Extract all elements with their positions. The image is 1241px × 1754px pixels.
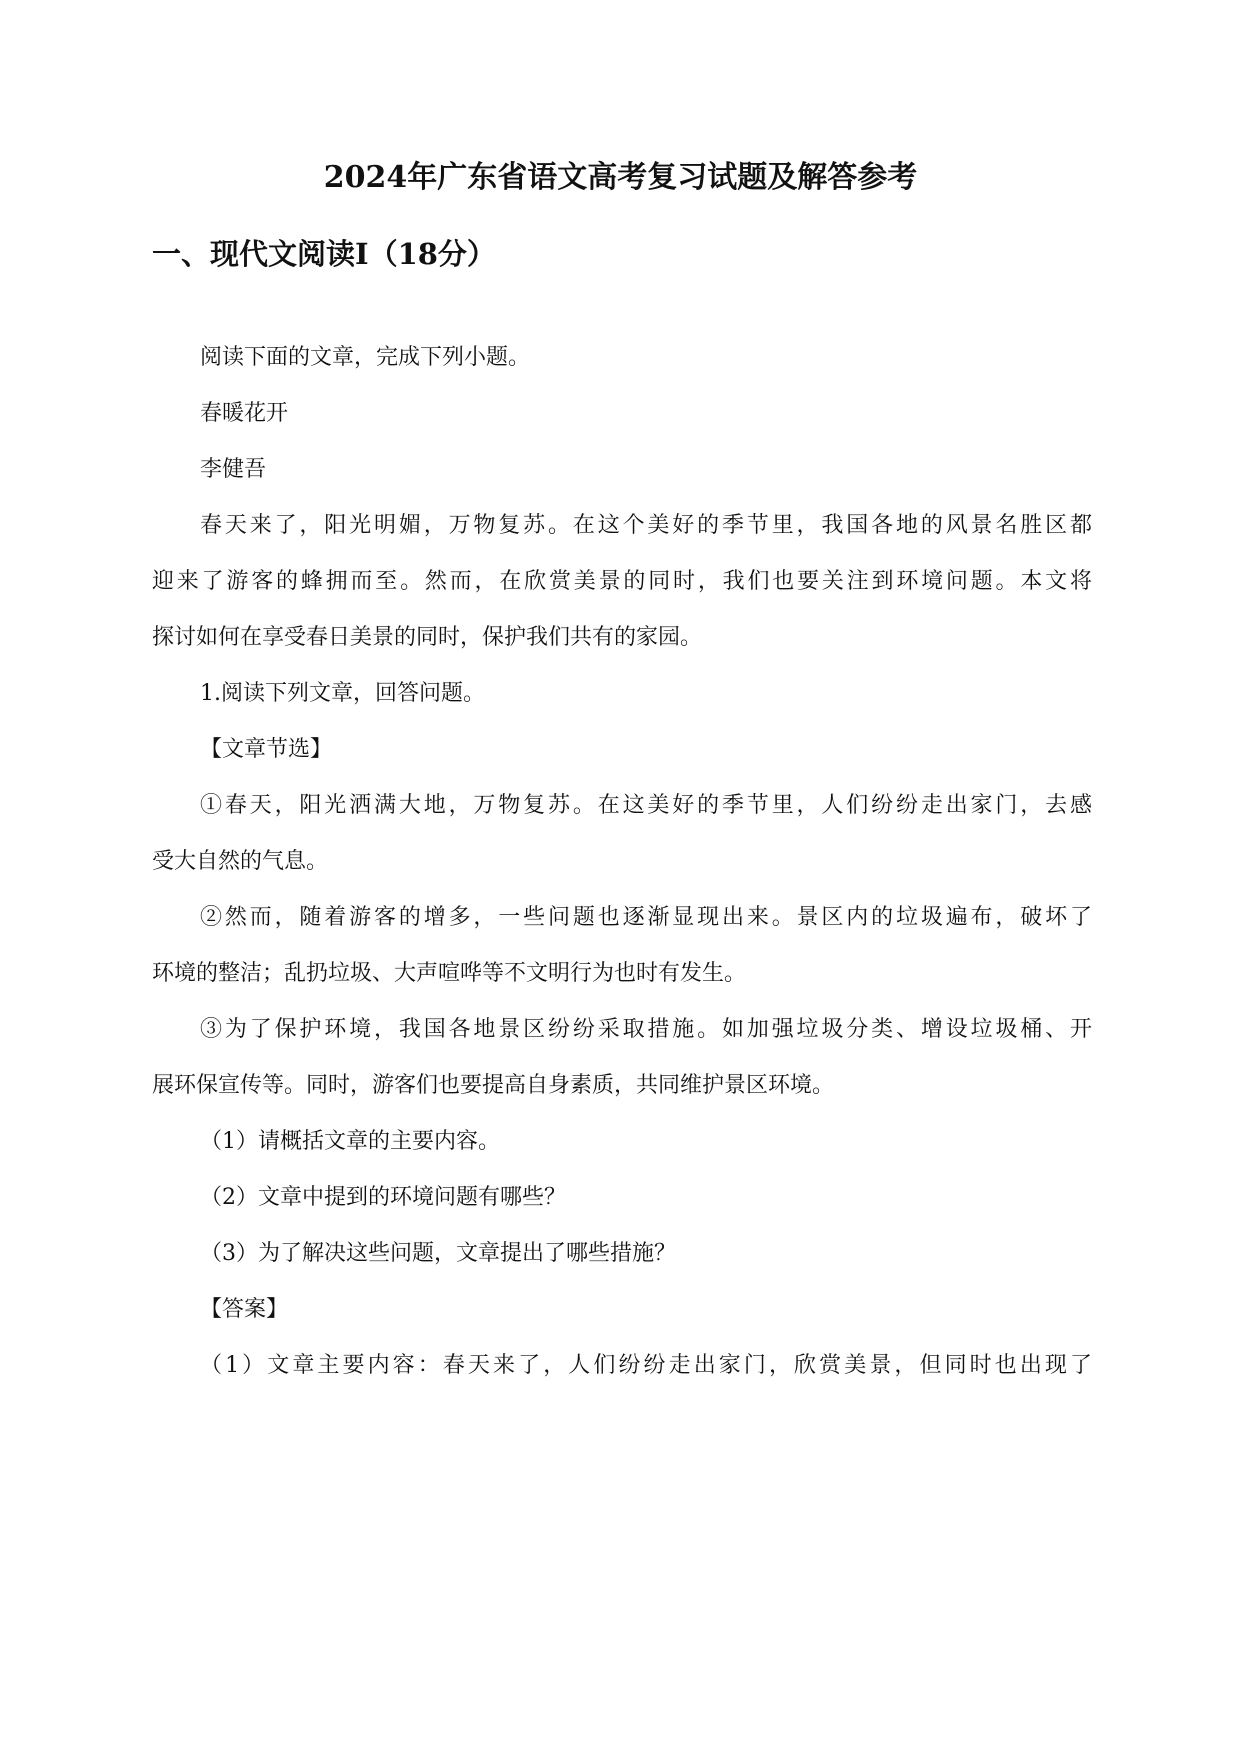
sub-question: （3）为了解决这些问题，文章提出了哪些措施？ bbox=[200, 1241, 676, 1266]
section-heading: 一、现代文阅读Ⅰ（18分） bbox=[152, 237, 496, 271]
sub-question: （1）请概括文章的主要内容。 bbox=[200, 1129, 500, 1154]
paragraph-line: ②然而，随着游客的增多，一些问题也逐渐显现出来。景区内的垃圾遍布，破坏了 bbox=[200, 905, 1092, 930]
answer-line: （1）文章主要内容：春天来了，人们纷纷走出家门，欣赏美景，但同时也出现了 bbox=[200, 1353, 1092, 1378]
paragraph-line: ③为了保护环境，我国各地景区纷纷采取措施。如加强垃圾分类、增设垃圾桶、开 bbox=[200, 1017, 1092, 1042]
question-prompt: 1.阅读下列文章，回答问题。 bbox=[200, 681, 485, 706]
instruction-text: 阅读下面的文章，完成下列小题。 bbox=[200, 345, 531, 370]
excerpt-label: 【文章节选】 bbox=[200, 737, 333, 762]
answer-label: 【答案】 bbox=[200, 1297, 289, 1322]
paragraph-line: 展环保宣传等。同时，游客们也要提高自身素质，共同维护景区环境。 bbox=[152, 1073, 835, 1098]
article-author: 李健吾 bbox=[200, 457, 267, 482]
paragraph-line: ①春天，阳光洒满大地，万物复苏。在这美好的季节里，人们纷纷走出家门，去感 bbox=[200, 793, 1092, 818]
sub-question: （2）文章中提到的环境问题有哪些？ bbox=[200, 1185, 566, 1210]
article-title: 春暖花开 bbox=[200, 401, 289, 426]
intro-line: 探讨如何在享受春日美景的同时，保护我们共有的家园。 bbox=[152, 625, 703, 650]
intro-line: 春天来了，阳光明媚，万物复苏。在这个美好的季节里，我国各地的风景名胜区都 bbox=[200, 513, 1092, 538]
intro-line: 迎来了游客的蜂拥而至。然而，在欣赏美景的同时，我们也要关注到环境问题。本文将 bbox=[152, 569, 1092, 594]
paragraph-line: 受大自然的气息。 bbox=[152, 849, 329, 874]
document-title: 2024年广东省语文高考复习试题及解答参考 bbox=[323, 160, 918, 195]
paragraph-line: 环境的整洁；乱扔垃圾、大声喧哗等不文明行为也时有发生。 bbox=[152, 961, 747, 986]
